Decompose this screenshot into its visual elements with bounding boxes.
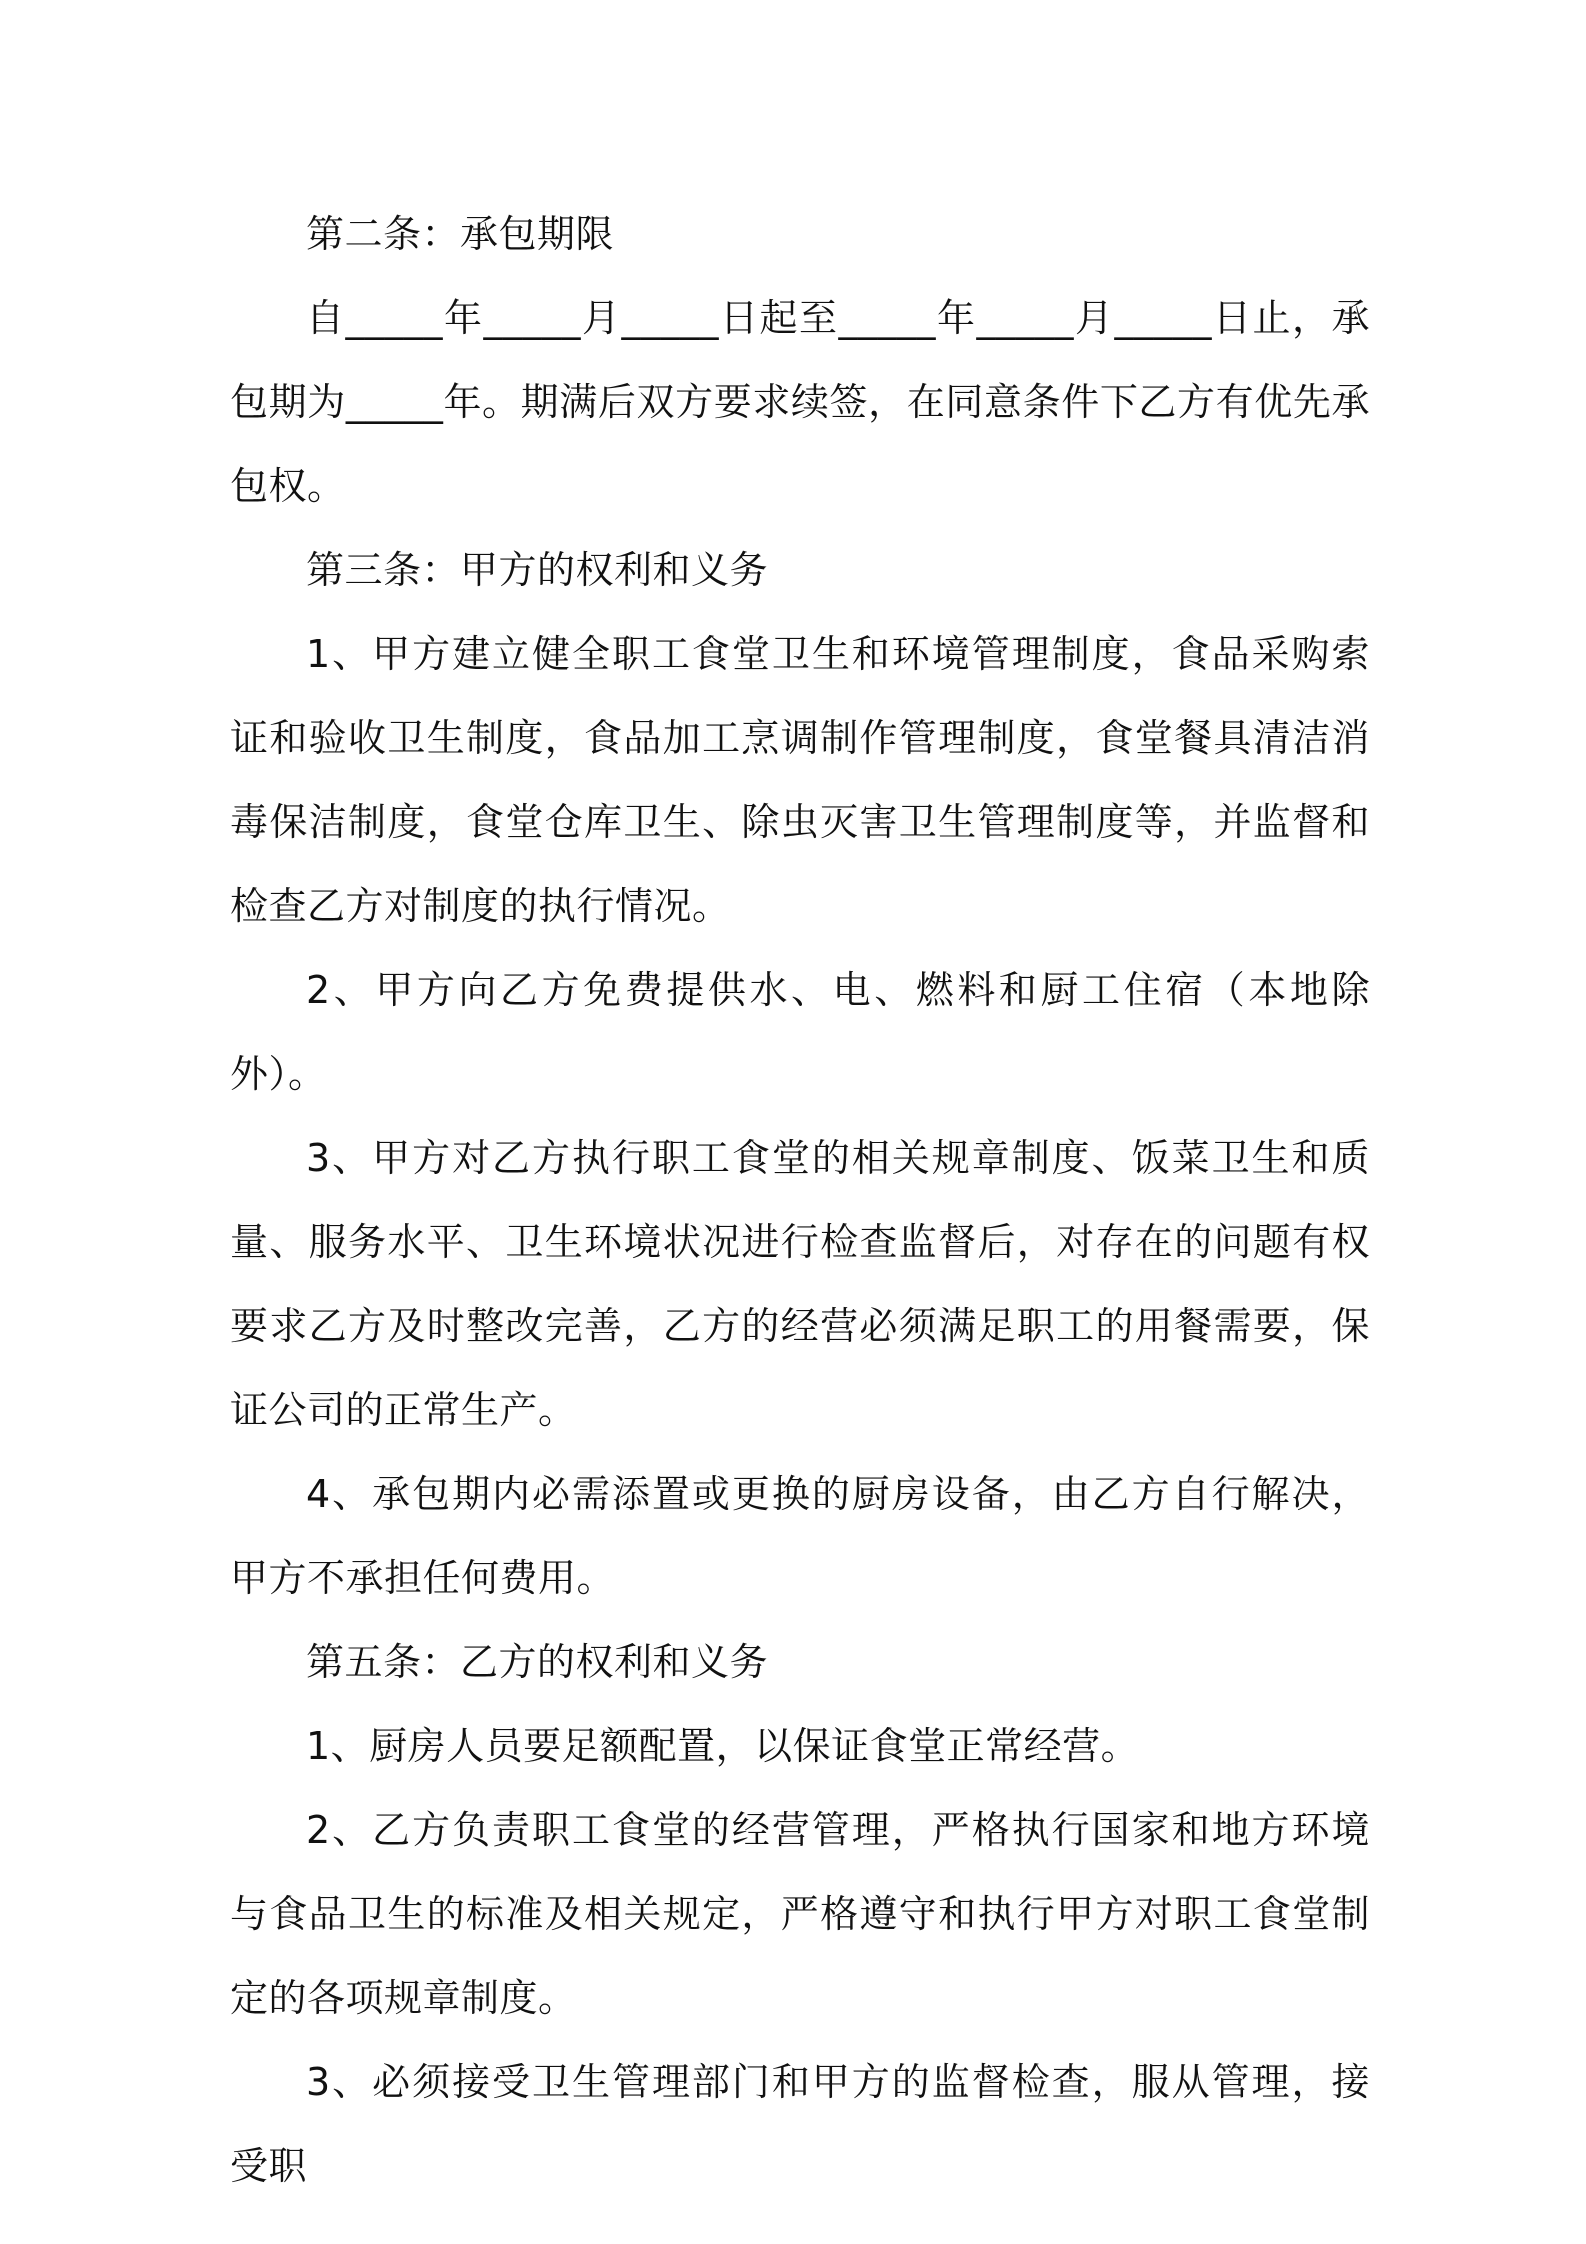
- party-a-item-2: 2、甲方向乙方免费提供水、电、燃料和厨工住宿（本地除外）。: [230, 968, 1370, 1096]
- party-a-item-3: 3、甲方对乙方执行职工食堂的相关规章制度、饭菜卫生和质量、服务水平、卫生环境状况进行检查监督后，对存在的问题有权要求乙方及时整改完善，乙方的经营必须满足职工的用餐需要，保证公司的正常生产。: [230, 1136, 1370, 1432]
- clause-heading-party-a: 第三条：甲方的权利和义务: [306, 548, 769, 592]
- document-body: [230, 192, 1370, 2208]
- clause-heading-party-b: 第五条：乙方的权利和义务: [306, 1640, 769, 1684]
- party-b-item-1: 1、厨房人员要足额配置，以保证食堂正常经营。: [306, 1724, 1140, 1768]
- party-a-item-4: 4、承包期内必需添置或更换的厨房设备，由乙方自行解决，甲方不承担任何费用。: [230, 1472, 1370, 1600]
- party-a-item-1: 1、甲方建立健全职工食堂卫生和环境管理制度，食品采购索证和验收卫生制度，食品加工烹调制作管理制度，食堂餐具清洁消毒保洁制度，食堂仓库卫生、除虫灭害卫生管理制度等，并监督和检查乙方对制度的执行情况。: [230, 632, 1370, 928]
- party-b-item-3: 3、必须接受卫生管理部门和甲方的监督检查，服从管理，接受职: [230, 2060, 1370, 2188]
- term-paragraph: 自_____年_____月_____日起至_____年_____月_____日止，承包期为_____年。期满后双方要求续签，在同意条件下乙方有优先承包权。: [230, 296, 1370, 508]
- party-b-item-2: 2、乙方负责职工食堂的经营管理，严格执行国家和地方环境与食品卫生的标准及相关规定，严格遵守和执行甲方对职工食堂制定的各项规章制度。: [230, 1808, 1370, 2020]
- clause-heading-term: 第二条：承包期限: [306, 212, 615, 256]
